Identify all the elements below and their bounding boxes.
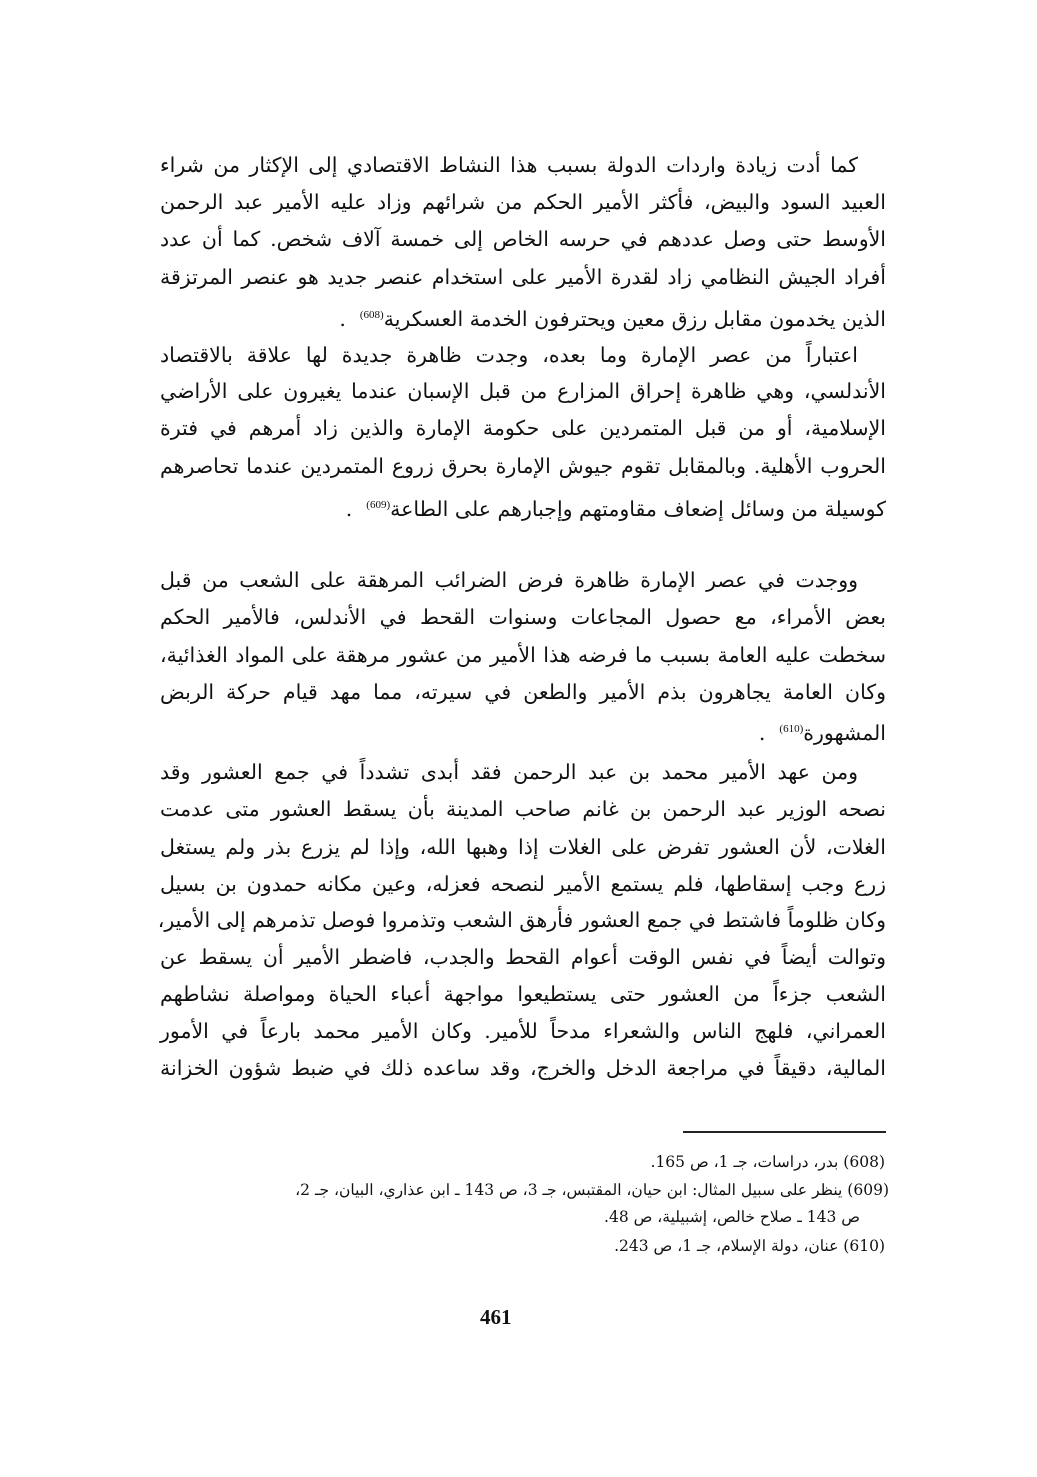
text-line	[160, 794, 886, 824]
text-line	[160, 340, 886, 370]
line-text: اعتباراً من عصر الإمارة وما بعده، وجدت ظاهرة جديدة لها علاقة بالاقتصاد	[160, 343, 858, 367]
text-line	[160, 300, 886, 334]
line-text: الأوسط حتى وصل عددهم في حرسه الخاص إلى خمسة آلاف شخص. كما أن عدد	[160, 227, 886, 251]
line-text: نصحه الوزير عبد الرحمن بن غانم صاحب المدينة بأن يسقط العشور متى عدمت	[160, 797, 886, 821]
line-text: بعض الأمراء، مع حصول المجاعات وسنوات القحط في الأندلس، فالأمير الحكم	[160, 605, 886, 629]
line-text: الحروب الأهلية. وبالمقابل تقوم جيوش الإمارة بحرق زروع المتمردين عندما تحاصرهم	[160, 454, 886, 478]
text-line	[160, 224, 886, 254]
period: .	[758, 720, 766, 745]
text-line	[160, 376, 886, 406]
period: .	[345, 496, 353, 521]
line-text: الأندلسي، وهي ظاهرة إحراق المزارع من قبل الإسبان عندما يغيرون على الأراضي	[160, 379, 886, 403]
text-line	[160, 490, 886, 524]
line-text: المشهورة	[803, 720, 886, 745]
line-text: المالية، دقيقاً في مراجعة الدخل والخرج، وقد ساعده ذلك في ضبط شؤون الخزانة	[160, 1056, 886, 1080]
line-text: ومن عهد الأمير محمد بن عبد الرحمن فقد أبدى تشدداً في جمع العشور وقد	[160, 760, 858, 784]
text-line	[160, 869, 886, 899]
line-text: وتوالت أيضاً في نفس الوقت أعوام القحط والجدب، فاضطر الأمير أن يسقط عن	[160, 945, 886, 969]
text-line	[160, 565, 886, 595]
line-text: الإسلامية، أو من قبل المتمردين على حكومة الإمارة والذين زاد أمرهم في فترة	[160, 416, 886, 440]
line-text: كما أدت زيادة واردات الدولة بسبب هذا النشاط الاقتصادي إلى الإكثار من شراء	[160, 153, 858, 177]
line-text: ووجدت في عصر الإمارة ظاهرة فرض الضرائب المرهقة على الشعب من قبل	[160, 568, 858, 592]
text-line	[160, 187, 886, 217]
text-line	[160, 832, 886, 862]
text-line	[160, 714, 886, 748]
page-number: 461	[480, 1305, 512, 1329]
line-text: كوسيلة من وسائل إضعاف مقاومتهم وإجبارهم على الطاعة	[390, 496, 886, 521]
text-line	[160, 413, 886, 443]
text-line	[160, 640, 886, 670]
text-line	[160, 1053, 886, 1083]
text-line	[160, 942, 886, 972]
line-text: سخطت عليه العامة بسبب ما فرضه هذا الأمير من عشور مرهقة على المواد الغذائية،	[160, 643, 886, 667]
text-line	[160, 150, 886, 180]
line-text: الذين يخدمون مقابل رزق معين ويحترفون الخدمة العسكرية	[383, 306, 886, 331]
footnote-ref[interactable]: (610)	[779, 723, 804, 735]
line-text: أفراد الجيش النظامي زاد لقدرة الأمير على استخدام عنصر جديد هو عنصر المرتزقة	[160, 265, 886, 289]
line-text: وكان ظلوماً فاشتط في جمع العشور فأرهق الشعب وتذمروا فوصل تذمرهم إلى الأمير،	[157, 908, 886, 932]
text-line	[160, 602, 886, 632]
footnote: (608) بدر، دراسات، جـ 1، ص 165.	[650, 1153, 885, 1171]
line-text: زرع وجب إسقاطها، فلم يستمع الأمير لنصحه فعزله، وعين مكانه حمدون بن بسيل	[160, 872, 886, 896]
line-text: الشعب جزءاً من العشور حتى يستطيعوا مواجهة أعباء الحياة ومواصلة نشاطهم	[160, 982, 886, 1006]
text-line	[160, 262, 886, 292]
line-text: العمراني، فلهج الناس والشعراء مدحاً للأمير. وكان الأمير محمد بارعاً في الأمور	[160, 1019, 886, 1043]
period: .	[339, 306, 346, 331]
footnote: (610) عنان، دولة الإسلام، جـ 1، ص 243.	[614, 1237, 885, 1255]
line-text: الغلات، لأن العشور تفرض على الغلات إذا وهبها الله، وإذا لم يزرع بذر ولم يستغل	[160, 835, 886, 859]
text-line	[157, 905, 886, 935]
line-text: وكان العامة يجاهرون بذم الأمير والطعن في سيرته، مما مهد قيام حركة الربض	[160, 680, 886, 704]
text-line	[160, 979, 886, 1009]
footnote: ص 143 ـ صلاح خالص، إشبيلية، ص 48.	[604, 1208, 860, 1226]
text-line	[160, 677, 886, 707]
text-line	[160, 757, 886, 787]
text-line	[160, 451, 886, 481]
footnote-divider	[683, 1131, 886, 1133]
footnote-ref[interactable]: (608)	[359, 309, 384, 321]
footnote: (609) ينظر على سبيل المثال: ابن حيان، المقتبس، جـ 3، ص 143 ـ ابن عذاري، البيان، جـ 2،	[295, 1181, 889, 1199]
footnote-ref[interactable]: (609)	[366, 499, 391, 511]
text-line	[160, 1016, 886, 1046]
line-text: العبيد السود والبيض، فأكثر الأمير الحكم من شرائهم وزاد عليه الأمير عبد الرحمن	[160, 190, 886, 214]
